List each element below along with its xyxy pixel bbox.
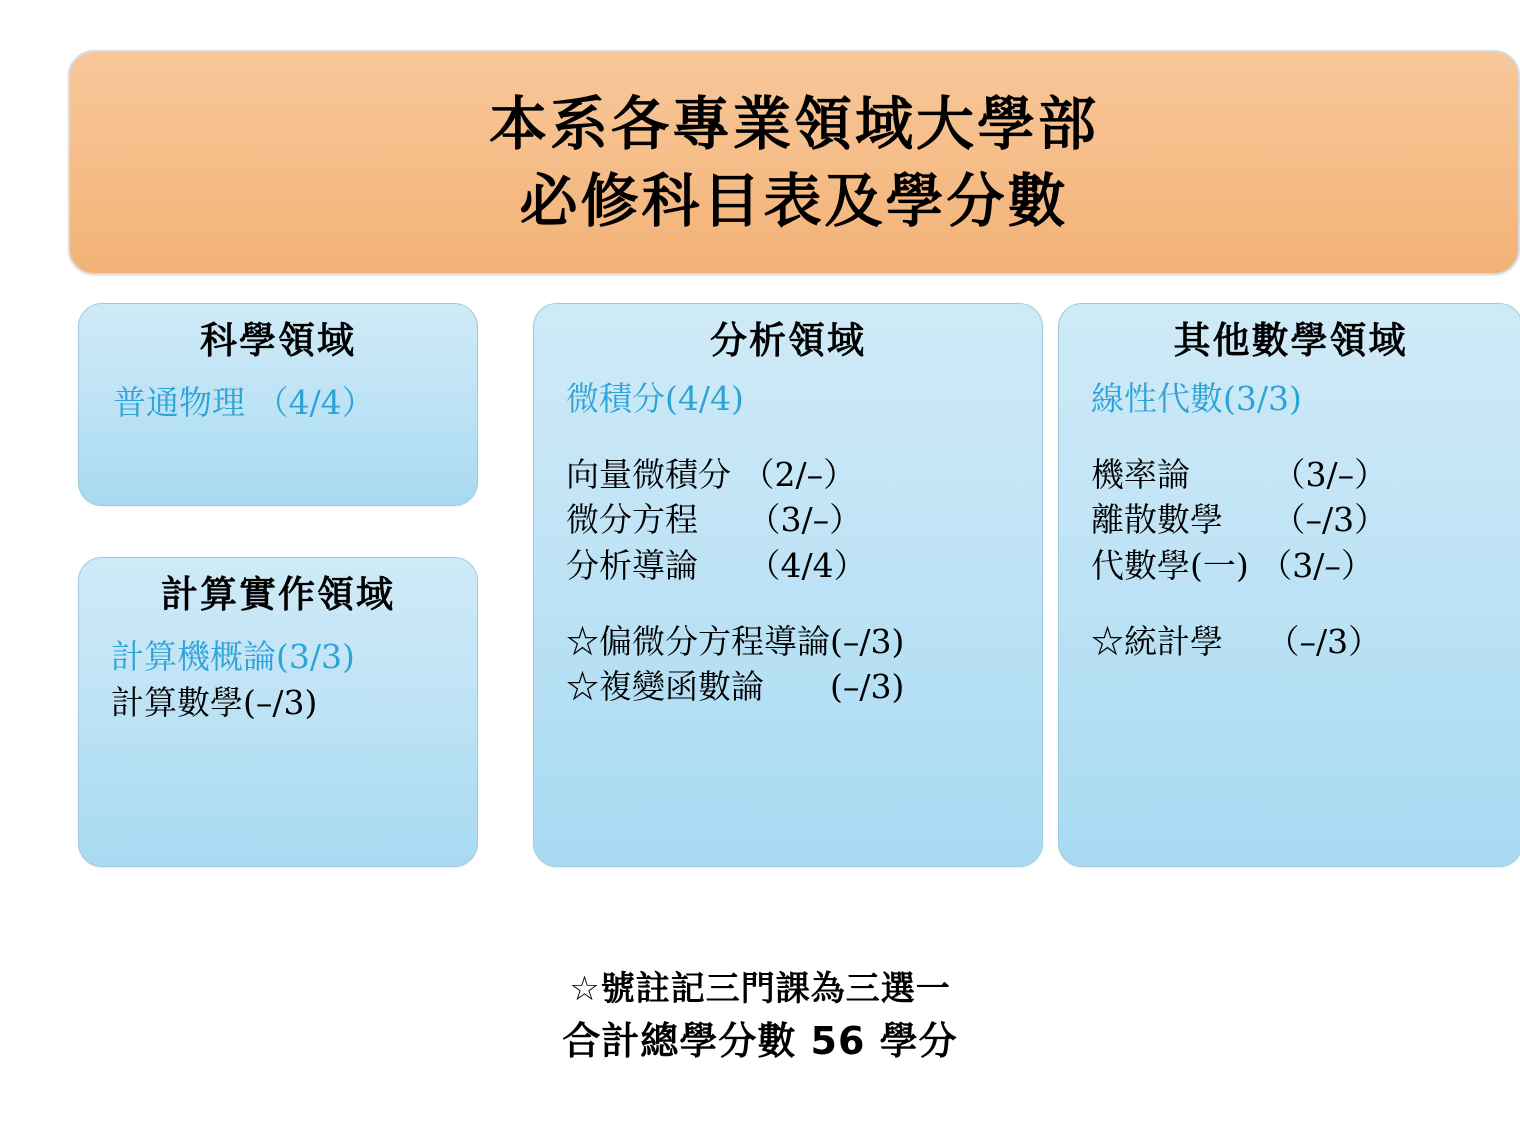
course-item: 計算機概論(3/3) xyxy=(111,637,355,677)
footer-note-total-credits: 合計總學分數 56 學分 xyxy=(562,1019,958,1064)
panel-other-math-domain xyxy=(1058,303,1520,867)
panel-analysis-domain xyxy=(533,303,1043,867)
course-item: 代數學(一) （3/–） xyxy=(1091,545,1374,585)
course-item: 線性代數(3/3) xyxy=(1091,379,1302,419)
spacer xyxy=(552,589,1024,619)
panel-science-domain xyxy=(78,303,478,506)
panel-other-math-title: 其他數學領域 xyxy=(1173,318,1408,362)
page-title-line-2: 必修科目表及學分數 xyxy=(519,166,1069,235)
course-item-elective: ☆統計學 （–/3） xyxy=(1091,621,1382,661)
course-item-elective: ☆複變函數論 (–/3) xyxy=(566,667,905,707)
course-item: 微積分(4/4) xyxy=(566,379,744,419)
page-title-line-1: 本系各專業領域大學部 xyxy=(488,89,1099,158)
panel-analysis-title: 分析領域 xyxy=(710,318,866,362)
course-item: 微分方程 （3/–） xyxy=(566,500,863,540)
panel-computational-title: 計算實作領域 xyxy=(161,572,395,616)
course-item: 機率論 （3/–） xyxy=(1091,454,1388,494)
course-item: 離散數學 （–/3） xyxy=(1091,500,1388,540)
course-item: 向量微積分 （2/–） xyxy=(566,454,857,494)
course-item: 計算數學(–/3) xyxy=(111,682,318,722)
course-item: 分析導論 （4/4） xyxy=(566,545,867,585)
spacer xyxy=(1077,589,1504,619)
page-title-banner xyxy=(68,50,1520,275)
course-item: 普通物理 （4/4） xyxy=(113,383,375,423)
panel-computational-domain xyxy=(78,557,478,867)
spacer xyxy=(1077,422,1504,452)
course-item-elective: ☆偏微分方程導論(–/3) xyxy=(566,621,905,661)
spacer xyxy=(552,422,1024,452)
panel-science-title: 科學領域 xyxy=(200,318,356,362)
footer-note-elective-rule: ☆號註記三門課為三選一 xyxy=(569,969,951,1009)
footer-notes xyxy=(0,965,1520,1069)
